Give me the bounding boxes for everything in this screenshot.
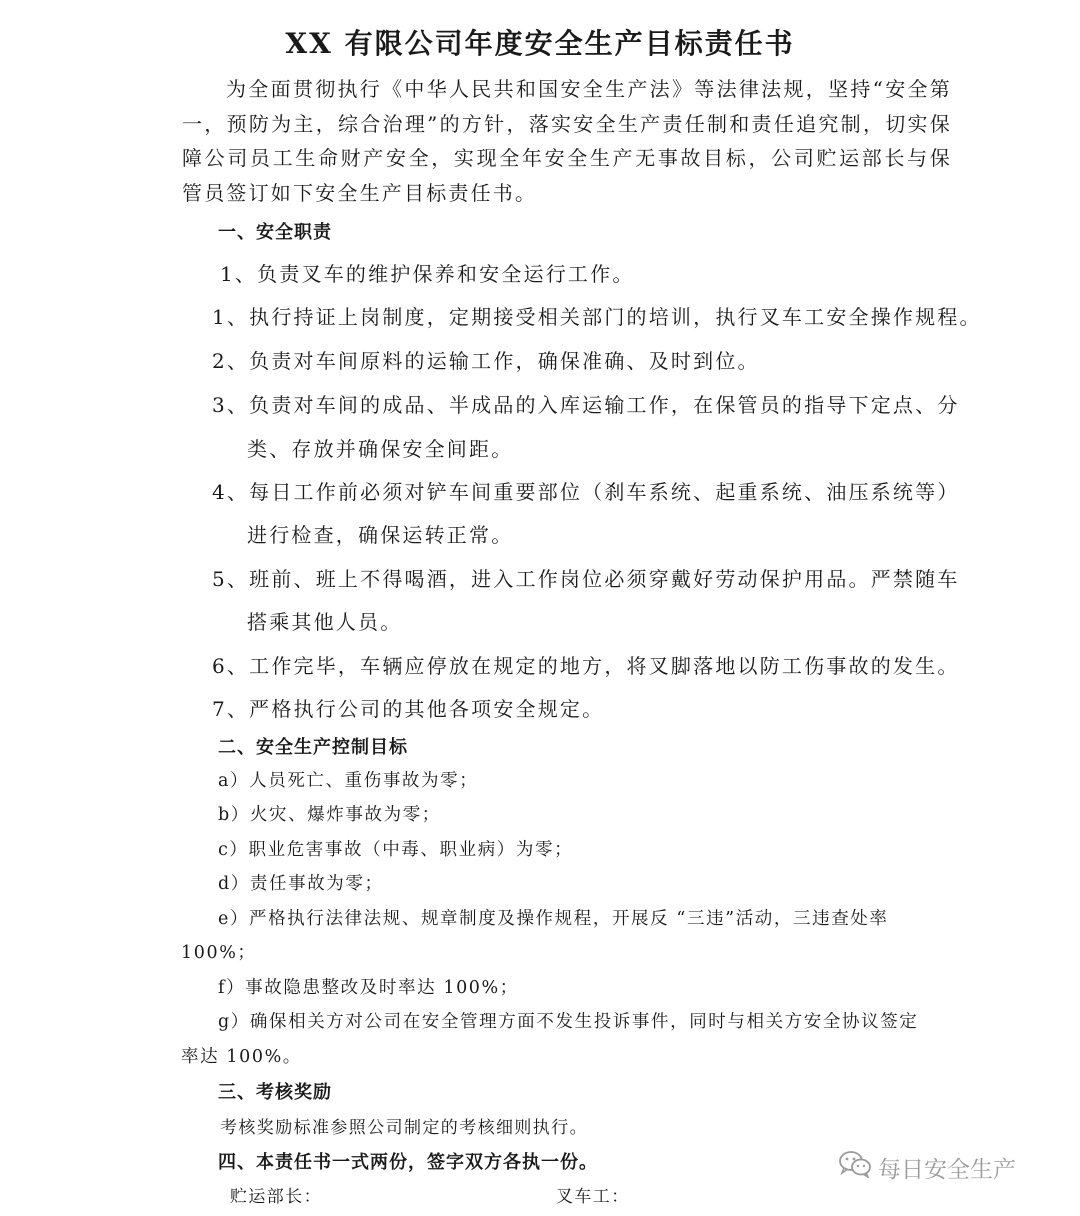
duty-item xyxy=(212,563,960,592)
goal-item: f）事故隐患整改及时率达 100%； xyxy=(218,978,519,998)
goal-item: e）严格执行法律法规、规章制度及操作规程，开展反 “三违”活动，三违查处率 xyxy=(218,909,889,929)
duty-item xyxy=(212,389,960,418)
signature-left-label: 贮运部长： xyxy=(230,1187,322,1207)
document-title: XX 有限公司年度安全生产目标责任书 xyxy=(285,27,795,60)
duty-item-number: 1、 xyxy=(220,262,258,286)
duty-item-text: 负责对车间的成品、半成品的入库运输工作，在保管员的指导下定点、分 xyxy=(249,393,960,417)
goal-item-continuation: 100%； xyxy=(181,943,257,963)
section2-heading: 二、安全生产控制目标 xyxy=(218,737,408,758)
duty-item-text: 负责对车间原料的运输工作，确保准确、及时到位。 xyxy=(249,349,760,373)
intro-paragraph: 为全面贯彻执行《中华人民共和国安全生产法》等法律法规，坚持“安全第一，预防为主，综合治理”的方针，落实安全生产责任制和责任追究制，切实保障公司员工生命财产安全，实现全年安全生产无事故目标，公司贮运部长与保管员签订如下安全生产目标责任书。 xyxy=(182,77,952,205)
duty-item xyxy=(212,693,604,722)
duty-item-number: 3、 xyxy=(212,393,250,417)
duty-item-number: 2、 xyxy=(212,349,250,373)
signature-right-label: 叉车工： xyxy=(556,1187,630,1207)
duty-item xyxy=(212,301,982,330)
section1-heading: 一、安全职责 xyxy=(218,222,332,243)
goal-item-continuation: 率达 100%。 xyxy=(181,1047,302,1067)
watermark xyxy=(838,1150,1016,1184)
duty-item xyxy=(212,476,960,505)
duty-item-number: 7、 xyxy=(212,697,250,721)
duty-item-text: 执行持证上岗制度，定期接受相关部门的培训，执行叉车工安全操作规程。 xyxy=(249,305,982,329)
duty-item-number: 1、 xyxy=(212,305,250,329)
goal-item: a）人员死亡、重伤事故为零； xyxy=(218,771,479,791)
duty-item-text: 每日工作前必须对铲车间重要部位（刹车系统、起重系统、油压系统等） xyxy=(249,480,960,504)
duty-item xyxy=(212,345,760,374)
duty-item-number: 5、 xyxy=(212,567,250,591)
goal-item: g）确保相关方对公司在安全管理方面不发生投诉事件，同时与相关方安全协议签定 xyxy=(218,1012,919,1032)
section3-text: 考核奖励标准参照公司制定的考核细则执行。 xyxy=(220,1118,588,1138)
watermark-text: 每日安全生产 xyxy=(878,1156,1016,1183)
duty-item xyxy=(212,650,960,679)
duty-item-continuation: 搭乘其他人员。 xyxy=(247,610,403,634)
wechat-icon xyxy=(838,1150,878,1184)
duty-item-continuation: 进行检查，确保运转正常。 xyxy=(247,523,514,547)
section3-heading: 三、考核奖励 xyxy=(218,1082,332,1103)
duty-item-text: 工作完毕，车辆应停放在规定的地方，将叉脚落地以防工伤事故的发生。 xyxy=(249,654,960,678)
duty-item-text: 负责叉车的维护保养和安全运行工作。 xyxy=(257,262,635,286)
duty-item-text: 严格执行公司的其他各项安全规定。 xyxy=(249,697,605,721)
duty-item-continuation: 类、存放并确保安全间距。 xyxy=(247,437,514,461)
goal-item: d）责任事故为零； xyxy=(218,874,384,894)
duty-item-text: 班前、班上不得喝酒，进入工作岗位必须穿戴好劳动保护用品。严禁随车 xyxy=(249,567,960,591)
duty-item xyxy=(220,258,635,287)
section4-heading: 四、本责任书一式两份，签字双方各执一份。 xyxy=(218,1152,598,1173)
goal-item: c）职业危害事故（中毒、职业病）为零； xyxy=(218,840,574,860)
goal-item: b）火灾、爆炸事故为零； xyxy=(218,805,441,825)
duty-item-number: 4、 xyxy=(212,480,250,504)
duty-item-number: 6、 xyxy=(212,654,250,678)
